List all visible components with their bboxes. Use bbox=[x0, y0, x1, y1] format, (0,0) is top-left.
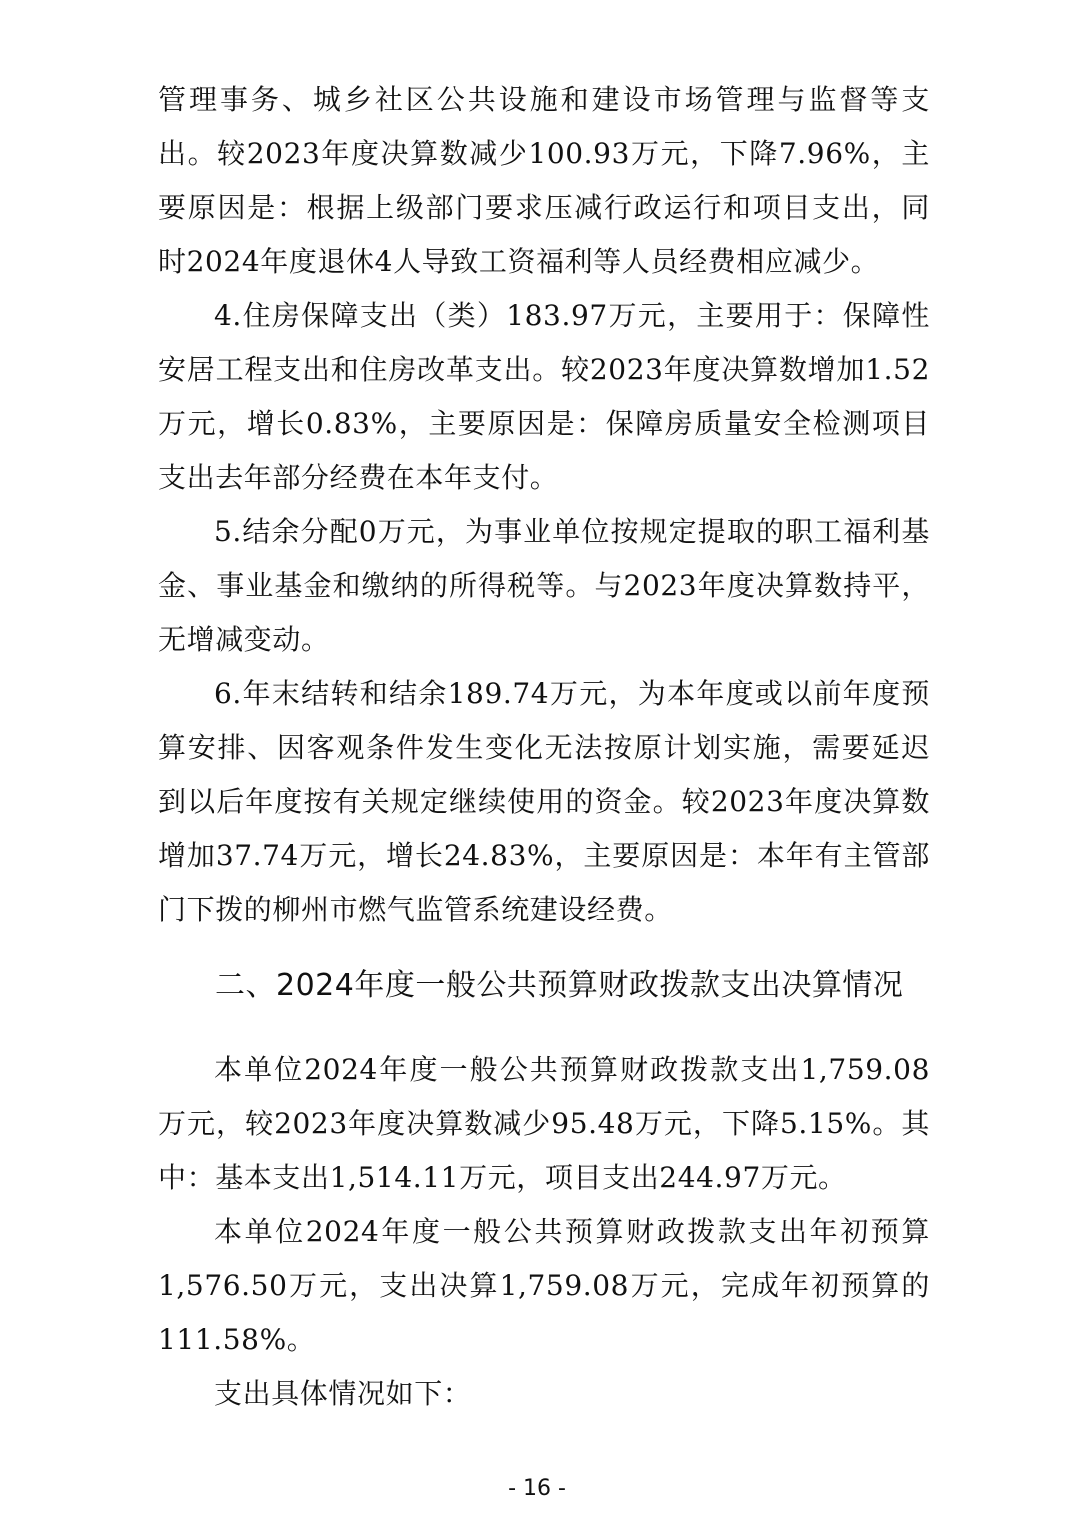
paragraph-summary-3: 支出具体情况如下： bbox=[214, 1377, 472, 1410]
body-text-lower bbox=[158, 1043, 930, 1421]
paragraph-item-6: 6.年末结转和结余189.74万元，为本年度或以前年度预算安排、因客观条件发生变化无法按原计划实施，需要延迟到以后年度按有关规定继续使用的资金。较2023年度决算数增加37.74万元，增长24.83%，主要原因是：本年有主管部门下拨的柳州市燃气监管系统建设经费。 bbox=[158, 677, 930, 926]
paragraph-summary-2: 本单位2024年度一般公共预算财政拨款支出年初预算1,576.50万元，支出决算1,759.08万元，完成年初预算的111.58%。 bbox=[158, 1215, 930, 1356]
section-heading: 二、2024年度一般公共预算财政拨款支出决算情况 bbox=[215, 968, 904, 1003]
paragraph-summary-1: 本单位2024年度一般公共预算财政拨款支出1,759.08万元，较2023年度决算数减少95.48万元，下降5.15%。其中：基本支出1,514.11万元，项目支出244.97万元。 bbox=[158, 1053, 930, 1194]
paragraph-item-4: 4.住房保障支出（类）183.97万元，主要用于：保障性安居工程支出和住房改革支出。较2023年度决算数增加1.52万元，增长0.83%，主要原因是：保障房质量安全检测项目支出去年部分经费在本年支付。 bbox=[158, 299, 930, 494]
body-text-upper bbox=[158, 73, 930, 937]
page-number: - 16 - bbox=[508, 1476, 566, 1501]
paragraph-continuation: 管理事务、城乡社区公共设施和建设市场管理与监督等支出。较2023年度决算数减少100.93万元，下降7.96%，主要原因是：根据上级部门要求压减行政运行和项目支出，同时2024年度退休4人导致工资福利等人员经费相应减少。 bbox=[158, 83, 930, 278]
paragraph-item-5: 5.结余分配0万元，为事业单位按规定提取的职工福利基金、事业基金和缴纳的所得税等。与2023年度决算数持平，无增减变动。 bbox=[158, 515, 930, 656]
